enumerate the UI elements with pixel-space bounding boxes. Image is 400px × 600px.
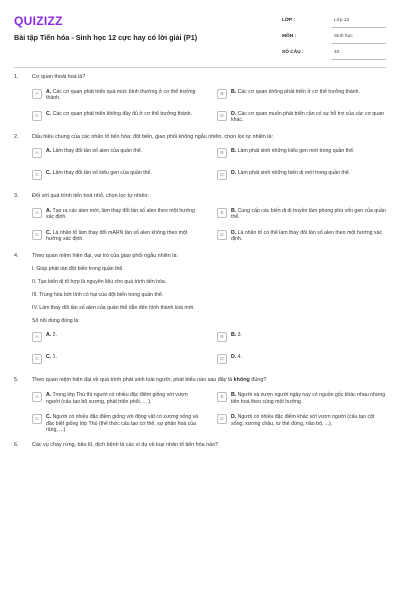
statement-line: IV. Làm thay đổi tần số alen của quần thể dẫn đến hình thành loài mới. [32,305,195,312]
answer-option-a[interactable] [32,88,201,104]
option-prefix: D. [231,413,237,420]
answer-option-d[interactable] [217,229,386,245]
worksheet-title: Bài tập Tiến hóa - Sinh học 12 cực hay có lời giải (P1) [14,33,198,42]
answer-options [14,147,386,185]
option-prefix: A. [46,391,52,398]
question [14,74,386,126]
answer-options [14,391,386,434]
option-prefix: B. [231,332,237,339]
question-stem [14,74,386,82]
answer-option-b[interactable] [217,147,386,163]
option-letter-box[interactable]: B [217,89,227,99]
option-letter-box[interactable]: A [32,208,42,218]
option-prefix: C. [46,229,52,236]
option-letter-box[interactable]: B [217,392,227,402]
question-number: 5. [14,377,19,384]
option-letter-box[interactable]: C [32,414,42,424]
answer-options [14,331,386,369]
option-letter-box[interactable]: C [32,111,42,121]
option-letter-box[interactable]: A [32,392,42,402]
question-stem [14,377,386,385]
option-letter-box[interactable]: D [217,111,227,121]
option-prefix: D. [231,354,237,361]
option-text: 1. [52,354,57,361]
meta-value: 40 [334,50,340,55]
option-text: 2. [52,332,57,339]
answer-option-c[interactable] [32,353,201,369]
option-text: Làm thay đổi tần số alen của quần thể. [52,148,143,155]
meta-row-subject [282,30,386,46]
option-prefix: B. [231,88,237,95]
option-prefix: A. [46,148,52,155]
question-number: 1. [14,74,19,80]
meta-row-grade [282,14,386,30]
answer-options [14,207,386,245]
answer-option-c[interactable] [32,229,201,245]
option-prefix: B. [231,391,237,398]
option-prefix: A. [46,207,52,214]
option-text: Là nhân tố có thể làm thay đổi tần số alen theo một hướng xác định. [231,229,383,243]
statement-line: I. Giúp phát tán đột biến trong quần thể. [32,266,124,273]
option-prefix: A. [46,88,52,95]
option-prefix: C. [46,110,52,117]
option-text: 3. [237,332,242,339]
statement-line: III. Trung hòa bớt tính có hại của đột biến trong quần thể. [32,292,164,299]
answer-option-d[interactable] [217,353,386,369]
meta-label: MÔN : [282,34,297,39]
option-text: Người và vượn người ngày nay có nguồn gốc khác nhau nhưng tiến hoá theo cùng một hướng. [231,391,386,405]
option-prefix: D. [231,170,237,177]
option-prefix: D. [231,229,237,236]
question [14,377,386,433]
option-text: Làm phát sinh những biến dị mới trong quần thể. [237,170,351,177]
option-text: Cung cấp các biến dị di truyền làm phong phú vốn gen của quần thể. [231,207,386,221]
answer-option-d[interactable] [217,413,386,434]
option-prefix: A. [46,332,52,339]
statement-line: II. Tạo biến dị tổ hợp là nguyên liệu cho quá trình tiến hóa. [32,279,167,286]
option-letter-box[interactable]: B [217,148,227,158]
answer-option-a[interactable] [32,391,201,407]
question [14,193,386,245]
option-letter-box[interactable]: C [32,170,42,180]
question-list [14,74,386,457]
meta-label: SỐ CÂU : [282,50,304,55]
option-prefix: C. [46,354,52,361]
question [14,253,386,370]
option-prefix: C. [46,413,52,420]
option-letter-box[interactable]: A [32,89,42,99]
option-text: Trong lớp Thú thì người có nhiều đặc điểm giống với vượn người (cấu tạo bộ xương, phát triển phôi, ... ). [46,391,188,405]
answer-option-b[interactable] [217,391,386,407]
answer-option-b[interactable] [217,207,386,223]
option-prefix: B. [231,207,237,214]
question-stem [14,193,386,201]
question-text: Các vụ cháy rừng, bão lũ, dịch bệnh là các ví dụ về loại nhân tố tiến hóa nào? [32,441,219,448]
option-letter-box[interactable]: D [217,230,227,240]
worksheet-meta [282,14,386,62]
quizizz-logo: QUIZIZZ [14,14,63,28]
option-prefix: D. [231,110,237,117]
question-number: 4. [14,252,19,259]
option-text: Người có nhiều đặc điểm khác với vượn người (cấu tạo cột sống, xương chậu, tư thế đứng, não bộ, ...). [231,413,375,427]
meta-label: LỚP : [282,18,296,23]
question-stem [14,253,386,261]
meta-value: Sinh học [334,34,353,39]
meta-underline [332,27,386,28]
option-text: Các cơ quan không phát triển ở cơ thể trưởng thành. [237,88,360,95]
option-letter-box[interactable]: C [32,354,42,364]
option-text: Làm phát sinh những kiểu gen mới trong quần thể. [237,148,355,155]
meta-row-count [282,46,386,62]
answer-option-d[interactable] [217,169,386,185]
answer-options [14,88,386,126]
option-letter-box[interactable]: B [217,208,227,218]
answer-option-c[interactable] [32,413,201,434]
question-stem [14,134,386,142]
option-text: 4. [237,354,242,361]
question-text: Theo quan niệm hiện đại, vai trò của giao phối ngẫu nhiên là: [32,252,178,259]
option-letter-box[interactable]: B [217,332,227,342]
option-text: Tạo ra các alen mới, làm thay đổi tần số alen theo một hướng xác định. [46,207,195,221]
answer-option-a[interactable] [32,147,201,163]
worksheet-header [14,10,386,68]
option-prefix: C. [46,170,52,177]
option-letter-box[interactable]: A [32,332,42,342]
option-letter-box[interactable]: C [32,230,42,240]
answer-option-a[interactable] [32,207,201,223]
question-stem [14,442,386,450]
option-prefix: B. [231,148,237,155]
option-text: Các cơ quan phát triển quá mức bình thường ở cơ thể trưởng thành. [46,88,196,102]
option-letter-box[interactable]: D [217,414,227,424]
option-text: Là nhân tố làm thay đổi mARN tần số alen không theo một hướng xác định. [46,229,188,243]
option-text: Các cơ quan muốn phát triển cần có sự hỗ trợ của các cơ quan khác. [231,110,384,124]
meta-value: Lớp 12 [334,18,350,23]
question-text: Dấu hiệu chung của các nhân tố tiến hóa: đột biến, giao phối không ngẫu nhiên, chọn lọc tự nhiên là: [32,133,273,140]
question-text-end: đúng? [251,377,267,384]
question-number: 6. [14,441,19,448]
question-text: Đối với quá trình tiến hoá nhỏ, chọn lọc tự nhiên: [32,193,149,200]
answer-option-c[interactable] [32,110,201,126]
answer-option-c[interactable] [32,169,201,185]
answer-option-b[interactable] [217,331,386,347]
question-emphasis: không [233,377,250,384]
answer-option-b[interactable] [217,88,386,104]
question [14,134,386,186]
option-letter-box[interactable]: D [217,170,227,180]
question-text: Theo quan niệm hiện đại về quá trình phát sinh loài người, phát biểu nào sau đây là [32,377,233,384]
option-letter-box[interactable]: D [217,354,227,364]
option-letter-box[interactable]: A [32,148,42,158]
statement-line: Số nội dung đúng là: [32,318,80,325]
option-text: Làm thay đổi tần số kiểu gen của quần thể. [52,170,152,177]
meta-underline [332,59,386,60]
question [14,442,386,450]
option-text: Người có nhiều đặc điểm giống với động vật có xương sống và đặc biệt giống lớp Thú (thể thức cấu tạo cơ thể, sự phân hoá của răng, ...). [46,413,199,434]
meta-underline [332,43,386,44]
answer-option-d[interactable] [217,110,386,126]
question-number: 3. [14,193,19,200]
question-number: 2. [14,133,19,140]
question-text: Cơ quan thoái hoá là? [32,74,86,80]
answer-option-a[interactable] [32,331,201,347]
option-text: Các cơ quan phát triển không đầy đủ ở cơ thể trưởng thành. [52,110,192,117]
